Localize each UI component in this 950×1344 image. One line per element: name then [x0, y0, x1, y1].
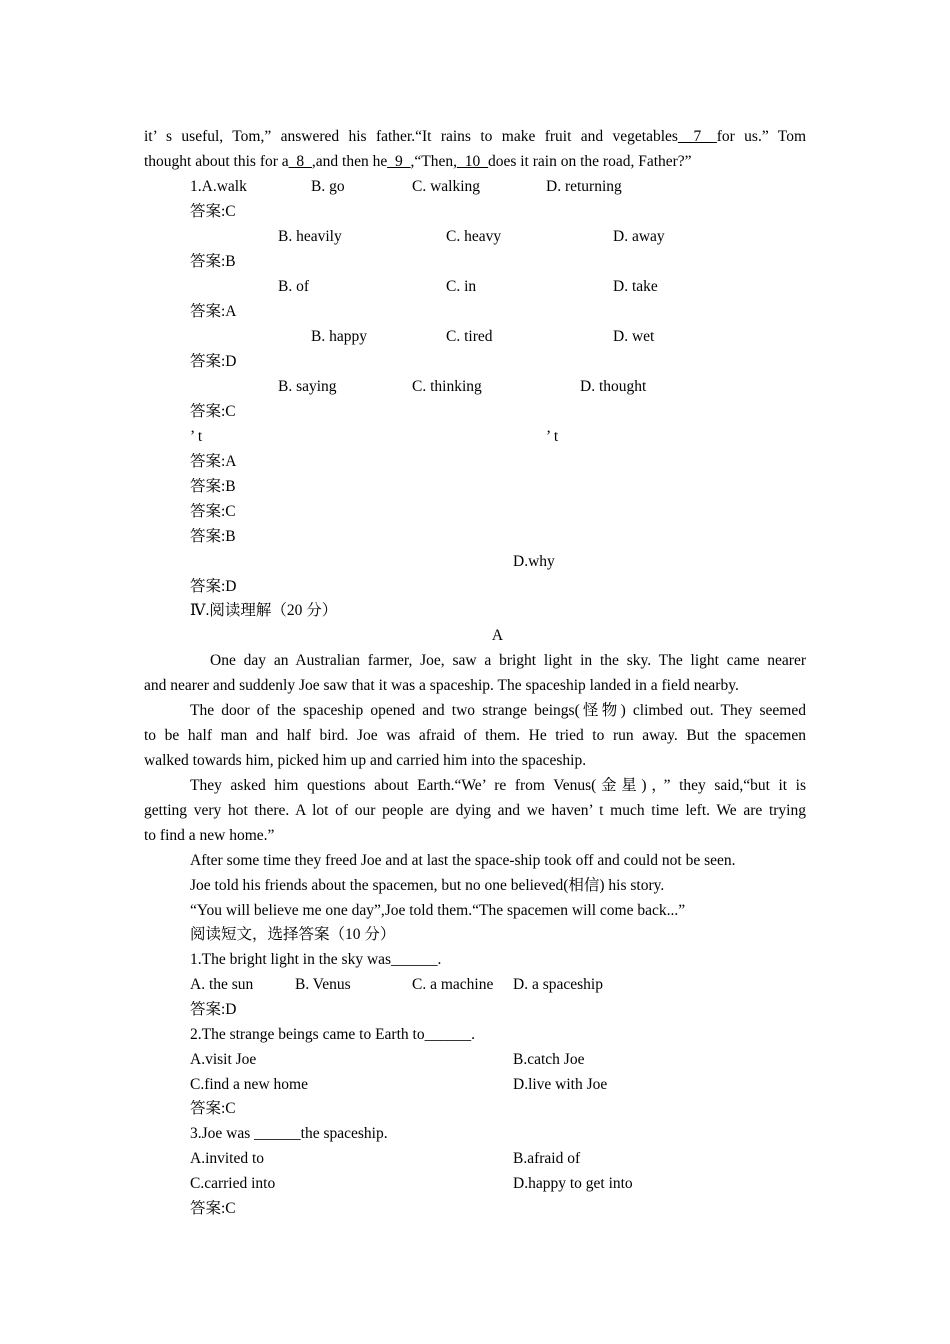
reading-q2-stem: 2.The strange beings came to Earth to______.: [190, 1026, 475, 1043]
cloze-q2-option-d: D. away: [613, 228, 665, 245]
cloze-q4-answer: 答案:D: [190, 353, 237, 370]
reading-q3-stem: 3.Joe was ______the spaceship.: [190, 1125, 388, 1142]
cloze-q3-option-d: D. take: [613, 278, 658, 295]
cloze-q5-answer: 答案:C: [190, 403, 236, 420]
cloze-q4-option-c: C. tired: [446, 328, 493, 345]
cloze-q6-answer: 答案:A: [190, 453, 237, 470]
reading-q2-option-b: B.catch Joe: [513, 1051, 585, 1068]
reading-q2-option-d: D.live with Joe: [513, 1076, 608, 1093]
paragraph-6: “You will believe me one day”,Joe told them.“The spacemen will come back...”: [190, 902, 686, 919]
reading-instructions: 阅读短文，选择答案（10 分）: [190, 926, 396, 943]
paragraph-4: After some time they freed Joe and at last the space-ship took off and could not be seen.: [190, 852, 736, 869]
cloze-q7-answer: 答案:B: [190, 478, 236, 495]
cloze-q5-option-c: C. thinking: [412, 378, 482, 395]
cloze-q10-option-d: D.why: [513, 553, 555, 570]
passage-line-1: it’ s useful, Tom,” answered his father.“It rains to make fruit and vegetables__7__for us.” Tom: [144, 128, 806, 145]
section-title: Ⅳ.阅读理解（20 分）: [190, 602, 338, 619]
cloze-q2-option-c: C. heavy: [446, 228, 502, 245]
reading-q3-option-b: B.afraid of: [513, 1150, 581, 1167]
paragraph-1-line-2: and nearer and suddenly Joe saw that it was a spaceship. The spaceship landed in a field nearby.: [144, 677, 739, 694]
cloze-q1-option-a: 1.A.walk: [190, 178, 247, 195]
paragraph-2-line-3: walked towards him, picked him up and carried him into the spaceship.: [144, 752, 587, 769]
cloze-q2-answer: 答案:B: [190, 253, 236, 270]
reading-q3-option-d: D.happy to get into: [513, 1175, 633, 1192]
cloze-q1-answer: 答案:C: [190, 203, 236, 220]
paragraph-2-line-2: to be half man and half bird. Joe was afraid of them. He tried to run away. But the spacemen: [144, 727, 806, 744]
reading-q3-option-a: A.invited to: [190, 1150, 265, 1167]
reading-q2-option-a: A.visit Joe: [190, 1051, 257, 1068]
cloze-q5-option-d: D. thought: [580, 378, 647, 395]
cloze-q3-option-c: C. in: [446, 278, 477, 295]
reading-q1-stem: 1.The bright light in the sky was______.: [190, 951, 442, 968]
cloze-q3-option-b: B. of: [278, 278, 309, 295]
blank-9: _9_: [387, 153, 411, 170]
cloze-q1-option-b: B. go: [311, 178, 345, 195]
reading-q1-option-c: C. a machine: [412, 976, 494, 993]
reading-q2-option-c: C.find a new home: [190, 1076, 308, 1093]
cloze-q6-fragment-1: ’ t: [190, 428, 203, 445]
cloze-q4-option-d: D. wet: [613, 328, 655, 345]
paragraph-5: Joe told his friends about the spacemen, but no one believed(相信) his story.: [190, 877, 665, 894]
cloze-q5-option-b: B. saying: [278, 378, 337, 395]
blank-7: __7__: [677, 128, 717, 145]
paragraph-3-line-2: getting very hot there. A lot of our people are dying and we haven’ t much time left. We are trying: [144, 802, 806, 819]
passage-label: A: [491, 627, 504, 644]
cloze-q8-answer: 答案:C: [190, 503, 236, 520]
cloze-q4-option-b: B. happy: [311, 328, 367, 345]
cloze-q1-option-c: C. walking: [412, 178, 481, 195]
reading-q3-answer: 答案:C: [190, 1200, 236, 1217]
paragraph-2-line-1: The door of the spaceship opened and two strange beings(怪物) climbed out. They seemed: [190, 702, 806, 719]
passage-line-2: thought about this for a_8_,and then he_9_,“Then,_10_does it rain on the road, Father?”: [144, 153, 692, 170]
paragraph-1-line-1: One day an Australian farmer, Joe, saw a bright light in the sky. The light came nearer: [210, 652, 806, 669]
blank-8: _8_: [288, 153, 312, 170]
paragraph-3-line-3: to find a new home.”: [144, 827, 275, 844]
cloze-q10-answer: 答案:D: [190, 578, 237, 595]
reading-q1-answer: 答案:D: [190, 1001, 237, 1018]
reading-q1-option-d: D. a spaceship: [513, 976, 603, 993]
reading-q2-answer: 答案:C: [190, 1100, 236, 1117]
cloze-q1-option-d: D. returning: [546, 178, 622, 195]
cloze-q2-option-b: B. heavily: [278, 228, 342, 245]
blank-10: _10_: [456, 153, 488, 170]
reading-q3-option-c: C.carried into: [190, 1175, 276, 1192]
paragraph-3-line-1: They asked him questions about Earth.“We’ re from Venus(金星)，” they said,“but it is: [190, 777, 806, 794]
cloze-q6-fragment-2: ’ t: [546, 428, 559, 445]
reading-q1-option-b: B. Venus: [295, 976, 351, 993]
cloze-q9-answer: 答案:B: [190, 528, 236, 545]
cloze-q3-answer: 答案:A: [190, 303, 237, 320]
reading-q1-option-a: A. the sun: [190, 976, 254, 993]
